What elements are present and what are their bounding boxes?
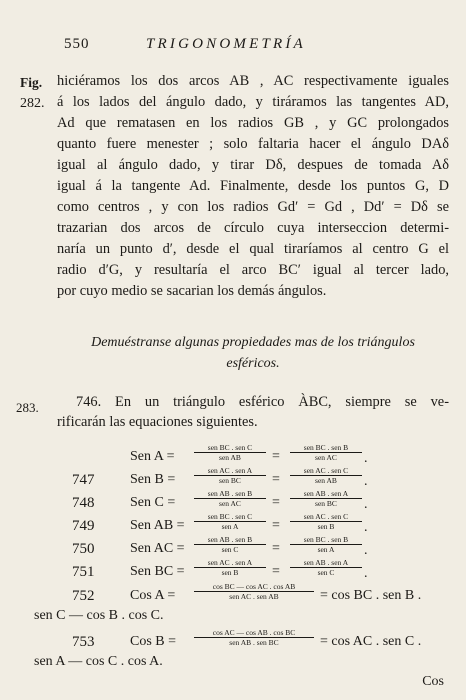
equation-number: 749 xyxy=(72,518,95,534)
fraction-denominator: sen C xyxy=(221,545,239,554)
fraction-denominator: sen B xyxy=(221,568,239,577)
equation-rhs: = cos BC . sen B . xyxy=(320,588,422,603)
fraction-1 xyxy=(194,466,266,485)
fraction-denominator: sen A xyxy=(317,545,335,554)
period: . xyxy=(364,497,368,512)
running-header xyxy=(64,36,446,56)
equation-number: 748 xyxy=(72,495,95,511)
equals-sign: = xyxy=(272,472,280,487)
fraction-denominator: sen AC xyxy=(219,499,241,508)
fraction-1 xyxy=(194,535,266,554)
fraction-numerator: sen AC . sen A xyxy=(194,466,266,476)
period: . xyxy=(364,543,368,558)
fraction-2 xyxy=(290,535,362,554)
fraction-2 xyxy=(290,489,362,508)
paragraph-1-line: radio d′G, y resultaría el arco BC′ igual al tercer lado, xyxy=(57,262,449,278)
paragraph-1-line: igual á la tangente Ad. Finalmente, desde los puntos G, D xyxy=(57,178,449,194)
paragraph-1-line: naría un punto d′, desde el qual tiraríamos al centro G el xyxy=(57,241,449,257)
period: . xyxy=(364,566,368,581)
fraction-numerator: sen BC . sen C xyxy=(194,443,266,453)
period: . xyxy=(364,520,368,535)
fraction xyxy=(194,628,314,647)
fraction-numerator: cos BC — cos AC . cos AB xyxy=(194,582,314,592)
section-number: 283. xyxy=(16,400,39,415)
equation-lhs: Sen BC = xyxy=(130,564,185,579)
page-number: 550 xyxy=(64,36,90,52)
fraction-numerator: sen AB . sen A xyxy=(290,489,362,499)
fraction-denominator: sen AB . sen BC xyxy=(229,638,279,647)
paragraph-1-line: á los lados del ángulo dado, y tiráramos las tangentes AD, xyxy=(57,94,449,110)
equation-number: 751 xyxy=(72,564,95,580)
fraction-numerator: sen AB . sen A xyxy=(290,558,362,568)
paragraph-1-line: por cuyo medio se sacarian los demás ángulos. xyxy=(57,283,327,299)
fraction-2 xyxy=(290,512,362,531)
paragraph-1-line: igual al ángulo dado, y tirar Dδ, despues de tomada Aδ xyxy=(57,157,449,173)
equation-lhs: Cos A = xyxy=(130,588,176,603)
fraction-2 xyxy=(290,466,362,485)
paragraph-1-line: trazarian dos arcos de círculo cuya interseccion determi- xyxy=(57,220,449,236)
equation-lhs: Sen C = xyxy=(130,495,176,510)
equation-lhs: Sen AC = xyxy=(130,541,185,556)
fraction-2 xyxy=(290,558,362,577)
fraction-denominator: sen AB xyxy=(315,476,337,485)
equation-lhs: Sen A = xyxy=(130,449,175,464)
fraction xyxy=(194,582,314,601)
fraction-numerator: sen AB . sen B xyxy=(194,489,266,499)
fraction-numerator: cos AC — cos AB . cos BC xyxy=(194,628,314,638)
paragraph-1-line: quanto fuere menester ; solo faltaria hacer el ángulo DAδ xyxy=(57,136,449,152)
fraction-denominator: sen AC . sen AB xyxy=(229,592,279,601)
paragraph-1-line: hiciéramos los dos arcos AB , AC respectivamente iguales xyxy=(57,73,449,89)
equation-continuation: sen A — cos C . cos A. xyxy=(34,654,163,669)
equals-sign: = xyxy=(272,564,280,579)
paragraph-1-line: como centros , y con los radios Gd′ = Gd , Dd′ = Dδ se xyxy=(57,199,449,215)
fraction-numerator: sen BC . sen C xyxy=(194,512,266,522)
figure-label: Fig. xyxy=(20,75,43,90)
equals-sign: = xyxy=(272,449,280,464)
fraction-numerator: sen BC . sen B xyxy=(290,443,362,453)
fraction-numerator: sen AC . sen C xyxy=(290,466,362,476)
equation-lhs: Sen AB = xyxy=(130,518,185,533)
equation-number: 752 xyxy=(72,588,95,604)
section-heading-line-1: Demuéstranse algunas propiedades mas de los triángulos xyxy=(91,335,415,350)
paragraph-2-line-2: rificarán las equaciones siguientes. xyxy=(57,414,258,430)
fraction-denominator: sen AB xyxy=(219,453,241,462)
equals-sign: = xyxy=(272,541,280,556)
fraction-numerator: sen AC . sen A xyxy=(194,558,266,568)
equals-sign: = xyxy=(272,518,280,533)
equation-lhs: Cos B = xyxy=(130,634,177,649)
paragraph-1-line: Ad que rematasen en los radios GB , y GC prolongados xyxy=(57,115,449,131)
equation-rhs: = cos AC . sen C . xyxy=(320,634,422,649)
equation-lhs: Sen B = xyxy=(130,472,176,487)
fraction-denominator: sen C xyxy=(317,568,335,577)
fraction-denominator: sen BC xyxy=(315,499,337,508)
fraction-denominator: sen BC xyxy=(219,476,241,485)
equation-number: 750 xyxy=(72,541,95,557)
fraction-denominator: sen AC xyxy=(315,453,337,462)
period: . xyxy=(364,451,368,466)
fraction-numerator: sen BC . sen B xyxy=(290,535,362,545)
equation-number: 747 xyxy=(72,472,95,488)
figure-number: 282. xyxy=(20,96,45,111)
fraction-1 xyxy=(194,489,266,508)
equation-continuation: sen C — cos B . cos C. xyxy=(34,608,164,623)
section-heading-line-2: esféricos. xyxy=(226,356,280,371)
equals-sign: = xyxy=(272,495,280,510)
fraction-1 xyxy=(194,443,266,462)
period: . xyxy=(364,474,368,489)
fraction-1 xyxy=(194,558,266,577)
fraction-2 xyxy=(290,443,362,462)
fraction-1 xyxy=(194,512,266,531)
equation-number: 753 xyxy=(72,634,95,650)
fraction-numerator: sen AB . sen B xyxy=(194,535,266,545)
catchword: Cos xyxy=(422,674,444,689)
running-title: TRIGONOMETRÍA xyxy=(146,36,306,52)
fraction-denominator: sen A xyxy=(221,522,239,531)
fraction-numerator: sen AC . sen C xyxy=(290,512,362,522)
fraction-denominator: sen B xyxy=(317,522,335,531)
paragraph-2-line-1: 746. En un triángulo esférico ÀBC, siempre se ve- xyxy=(76,394,449,410)
